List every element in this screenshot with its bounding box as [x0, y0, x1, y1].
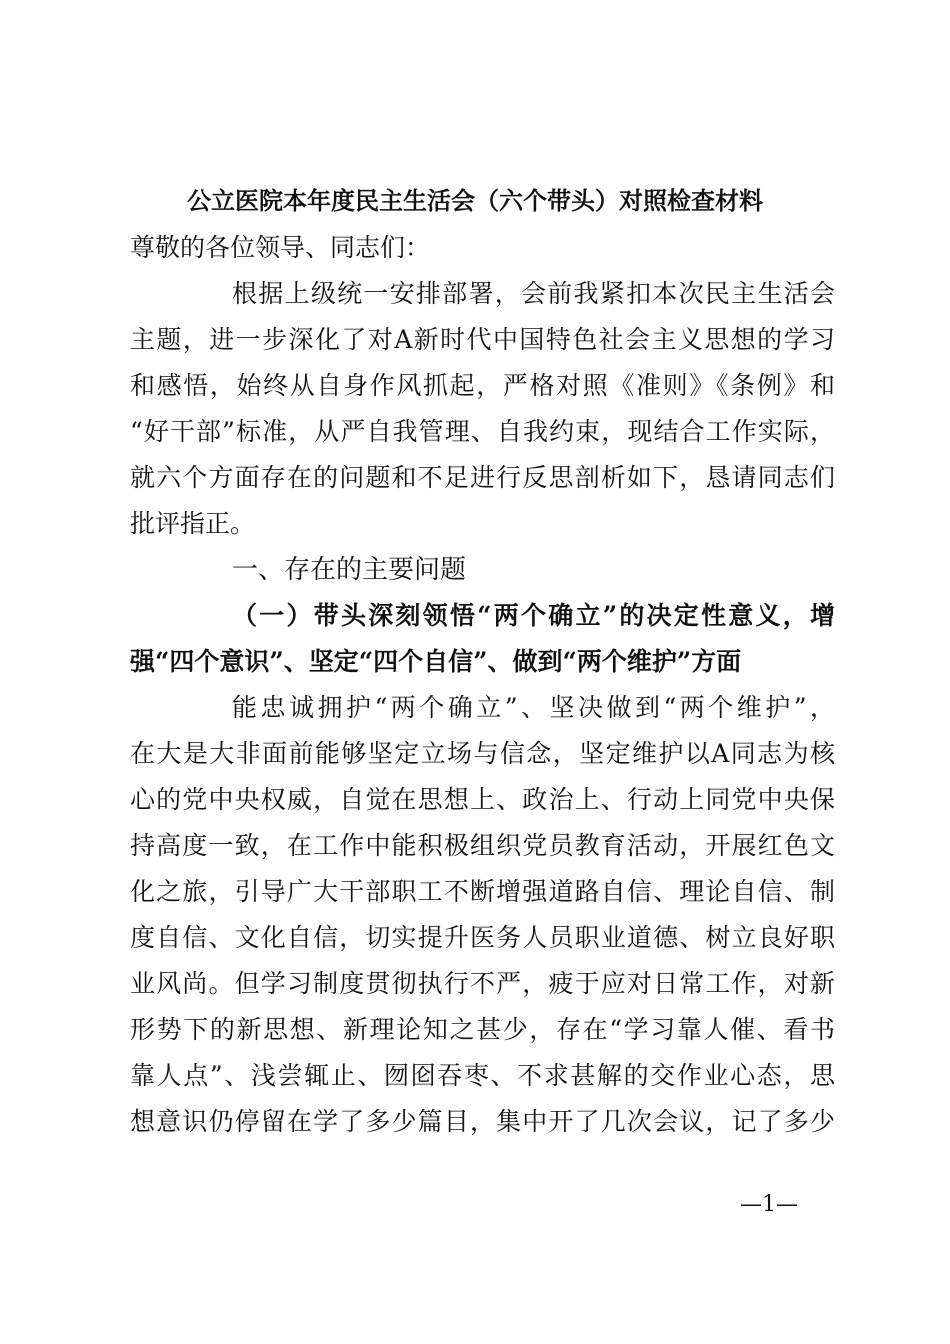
- intro-line: 主题，进一步深化了对A新时代中国特色社会主义思想的学习: [130, 325, 835, 354]
- intro-line: 根据上级统一安排部署，会前我紧扣本次民主生活会: [232, 279, 835, 308]
- document-title: 公立医院本年度民主生活会（六个带头）对照检查材料: [187, 186, 763, 215]
- body-line: 想意识仍停留在学了多少篇目，集中开了几次会议，记了多少: [130, 1107, 835, 1136]
- body-line: 心的党中央权威，自觉在思想上、政治上、行动上同党中央保: [130, 785, 835, 814]
- body-line: 形势下的新思想、新理论知之甚少，存在“学习靠人催、看书: [130, 1015, 835, 1044]
- intro-line: 批评指正。: [130, 509, 256, 538]
- intro-line: “好干部”标准，从严自我管理、自我约束，现结合工作实际，: [130, 417, 835, 446]
- subsection-heading-line: 强“四个意识”、坚定“四个自信”、做到“两个维护”方面: [130, 647, 742, 676]
- body-line: 能忠诚拥护“两个确立”、坚决做到“两个维护”，: [232, 693, 835, 722]
- intro-line: 就六个方面存在的问题和不足进行反思剖析如下，恳请同志们: [130, 463, 835, 492]
- section-heading: 一、存在的主要问题: [232, 555, 467, 585]
- subsection-heading-line: （一）带头深刻领悟“两个确立”的决定性意义，增: [232, 601, 835, 630]
- intro-line: 和感悟，始终从自身作风抓起，严格对照《准则》《条例》和: [130, 371, 835, 400]
- body-line: 化之旅，引导广大干部职工不断增强道路自信、理论自信、制: [130, 877, 835, 906]
- body-line: 靠人点”、浅尝辄止、囫囵吞枣、不求甚解的交作业心态，思: [130, 1061, 835, 1090]
- page-number: —1—: [740, 1192, 798, 1217]
- body-line: 在大是大非面前能够坚定立场与信念，坚定维护以A同志为核: [130, 739, 835, 768]
- body-line: 度自信、文化自信，切实提升医务人员职业道德、树立良好职: [130, 923, 835, 952]
- salutation: 尊敬的各位领导、同志们：: [130, 233, 431, 262]
- body-line: 持高度一致，在工作中能积极组织党员教育活动，开展红色文: [130, 831, 835, 860]
- body-line: 业风尚。但学习制度贯彻执行不严，疲于应对日常工作，对新: [130, 969, 835, 998]
